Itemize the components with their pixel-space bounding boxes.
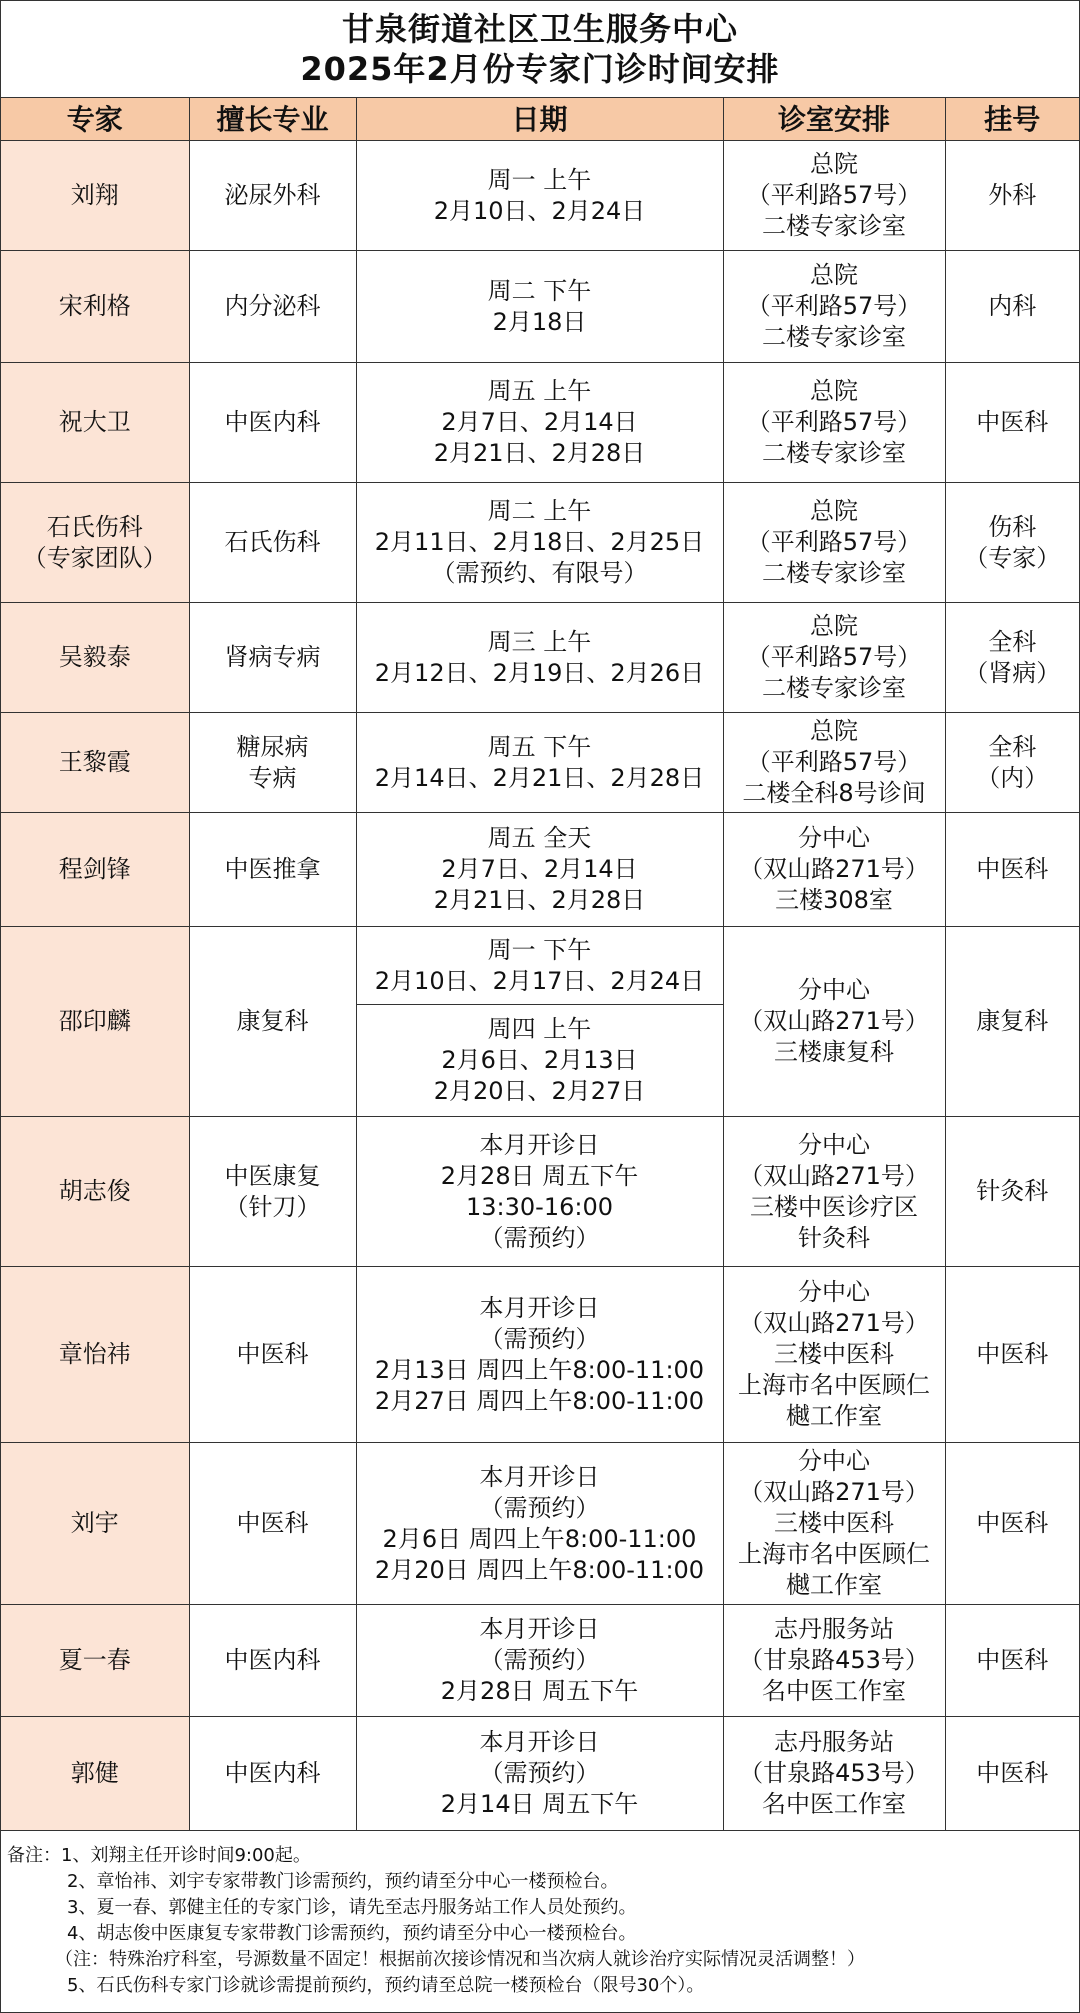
expert-cell: 程剑锋 [1,813,189,927]
date-cell: 本月开诊日 （需预约） 2月6日 周四上午8:00-11:00 2月20日 周四上午8:00-11:00 [356,1443,723,1605]
room-cell: 分中心 （双山路271号） 三楼中医诊疗区 针灸科 [723,1117,945,1267]
registration-cell: 中医科 [945,813,1079,927]
date-cell: 周五 下午 2月14日、2月21日、2月28日 [356,713,723,813]
specialty-cell: 中医内科 [189,1717,356,1831]
specialty-cell: 石氏伤科 [189,483,356,603]
table-header-row [1,98,1079,141]
date-cell: 周三 上午 2月12日、2月19日、2月26日 [356,603,723,713]
note-line: 2、章怡祎、刘宇专家带教门诊需预约，预约请至分中心一楼预检台。 [67,1871,619,1892]
registration-cell: 内科 [945,251,1079,363]
note-line: 5、石氏伤科专家门诊就诊需提前预约，预约请至总院一楼预检台（限号30个）。 [67,1975,705,1996]
date-cell: 周二 上午 2月11日、2月18日、2月25日 （需预约、有限号） [356,483,723,603]
page-title [1,1,1079,98]
room-cell: 分中心 （双山路271号） 三楼康复科 [723,927,945,1117]
header-room: 诊室安排 [723,98,945,141]
expert-cell: 石氏伤科 （专家团队） [1,483,189,603]
date-cell: 本月开诊日 （需预约） 2月13日 周四上午8:00-11:00 2月27日 周四上午8:00-11:00 [356,1267,723,1443]
table-row [1,141,1079,251]
expert-cell: 刘翔 [1,141,189,251]
registration-cell: 全科 （内） [945,713,1079,813]
expert-cell: 胡志俊 [1,1117,189,1267]
table-row [1,927,1079,1005]
date-cell: 周四 上午 2月6日、2月13日 2月20日、2月27日 [356,1005,723,1117]
registration-cell: 针灸科 [945,1117,1079,1267]
header-registration: 挂号 [945,98,1079,141]
table-row [1,813,1079,927]
expert-cell: 郭健 [1,1717,189,1831]
registration-cell: 中医科 [945,1267,1079,1443]
schedule-table [1,98,1079,1831]
note-line: 4、胡志俊中医康复专家带教门诊需预约，预约请至分中心一楼预检台。 [67,1923,637,1944]
specialty-cell: 中医内科 [189,1605,356,1717]
table-row [1,251,1079,363]
table-row [1,1443,1079,1605]
specialty-cell: 泌尿外科 [189,141,356,251]
expert-cell: 刘宇 [1,1443,189,1605]
room-cell: 总院 （平利路57号） 二楼专家诊室 [723,483,945,603]
registration-cell: 中医科 [945,1605,1079,1717]
registration-cell: 中医科 [945,1443,1079,1605]
room-cell: 志丹服务站 （甘泉路453号） 名中医工作室 [723,1717,945,1831]
date-cell: 本月开诊日 （需预约） 2月28日 周五下午 [356,1605,723,1717]
table-row [1,483,1079,603]
notes-section [1,1831,1079,1999]
table-row [1,713,1079,813]
table-row [1,1267,1079,1443]
note-line: 备注：1、刘翔主任开诊时间9:00起。 [7,1845,311,1866]
specialty-cell: 中医内科 [189,363,356,483]
header-specialty: 擅长专业 [189,98,356,141]
registration-cell: 全科 （肾病） [945,603,1079,713]
header-expert: 专家 [1,98,189,141]
specialty-cell: 中医科 [189,1443,356,1605]
room-cell: 总院 （平利路57号） 二楼专家诊室 [723,251,945,363]
specialty-cell: 康复科 [189,927,356,1117]
date-cell: 本月开诊日 （需预约） 2月14日 周五下午 [356,1717,723,1831]
expert-cell: 王黎霞 [1,713,189,813]
expert-cell: 宋利格 [1,251,189,363]
room-cell: 分中心 （双山路271号） 三楼308室 [723,813,945,927]
date-cell: 周一 下午 2月10日、2月17日、2月24日 [356,927,723,1005]
registration-cell: 康复科 [945,927,1079,1117]
table-row [1,603,1079,713]
specialty-cell: 肾病专病 [189,603,356,713]
registration-cell: 中医科 [945,1717,1079,1831]
specialty-cell: 糖尿病 专病 [189,713,356,813]
specialty-cell: 中医科 [189,1267,356,1443]
room-cell: 分中心 （双山路271号） 三楼中医科 上海市名中医顾仁 樾工作室 [723,1443,945,1605]
room-cell: 总院 （平利路57号） 二楼专家诊室 [723,363,945,483]
title-line-1: 甘泉街道社区卫生服务中心 [341,10,738,48]
room-cell: 志丹服务站 （甘泉路453号） 名中医工作室 [723,1605,945,1717]
note-line: （注：特殊治疗科室，号源数量不固定！根据前次接诊情况和当次病人就诊治疗实际情况灵活调整！） [55,1949,865,1970]
expert-cell: 邵印麟 [1,927,189,1117]
table-row [1,363,1079,483]
room-cell: 分中心 （双山路271号） 三楼中医科 上海市名中医顾仁 樾工作室 [723,1267,945,1443]
registration-cell: 伤科 （专家） [945,483,1079,603]
date-cell: 本月开诊日 2月28日 周五下午 13:30-16:00 （需预约） [356,1117,723,1267]
date-cell: 周五 上午 2月7日、2月14日 2月21日、2月28日 [356,363,723,483]
table-row [1,1117,1079,1267]
room-cell: 总院 （平利路57号） 二楼专家诊室 [723,141,945,251]
date-cell: 周五 全天 2月7日、2月14日 2月21日、2月28日 [356,813,723,927]
expert-cell: 吴毅泰 [1,603,189,713]
date-cell: 周一 上午 2月10日、2月24日 [356,141,723,251]
title-line-2: 2025年2月份专家门诊时间安排 [300,50,780,88]
specialty-cell: 中医康复 （针刀） [189,1117,356,1267]
registration-cell: 外科 [945,141,1079,251]
expert-cell: 祝大卫 [1,363,189,483]
header-date: 日期 [356,98,723,141]
room-cell: 总院 （平利路57号） 二楼专家诊室 [723,603,945,713]
specialty-cell: 中医推拿 [189,813,356,927]
expert-cell: 夏一春 [1,1605,189,1717]
date-cell: 周二 下午 2月18日 [356,251,723,363]
note-line: 3、夏一春、郭健主任的专家门诊，请先至志丹服务站工作人员处预约。 [67,1897,637,1918]
table-row [1,1605,1079,1717]
registration-cell: 中医科 [945,363,1079,483]
expert-cell: 章怡祎 [1,1267,189,1443]
specialty-cell: 内分泌科 [189,251,356,363]
table-row [1,1717,1079,1831]
room-cell: 总院 （平利路57号） 二楼全科8号诊间 [723,713,945,813]
